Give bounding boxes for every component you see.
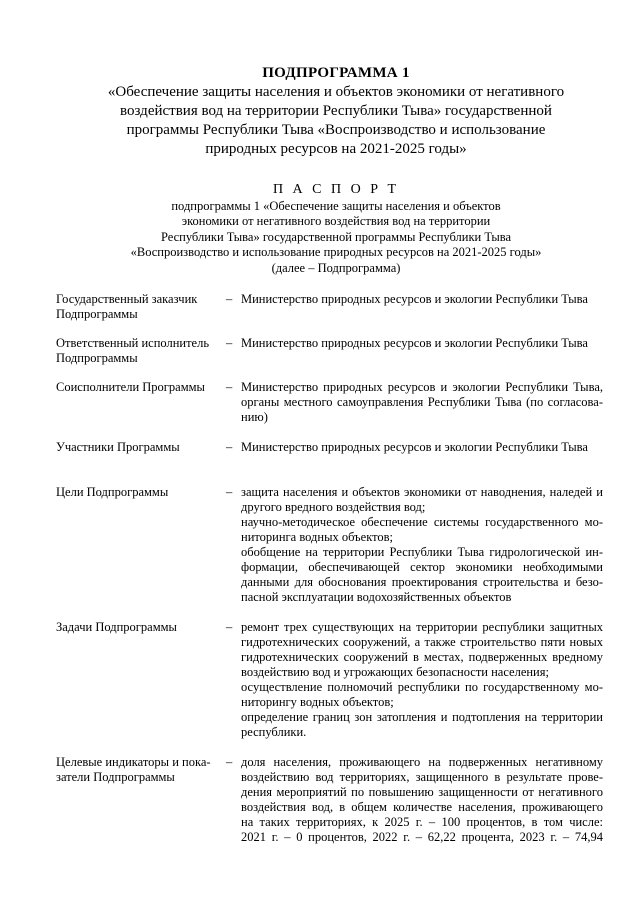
row-label-line: Целевые индикаторы и пока- (56, 755, 211, 769)
row-value (241, 380, 603, 425)
row-value-line: органы местного самоуправления Республики Тыва (по согласова- (241, 395, 603, 409)
row-label-line: затели Подпрограммы (56, 770, 175, 784)
row-value-line: республики. (241, 725, 307, 739)
row-value-line: гидротехнических сооружений в местах, подверженных вредному (241, 650, 603, 664)
row-value-line: формации, обеспечивающей сектор экономики необходимыми (241, 560, 603, 574)
row-dash: – (226, 292, 233, 306)
row-value (241, 292, 603, 307)
row-label-line: Участники Программы (56, 440, 180, 454)
row-label-line: Ответственный исполнитель (56, 336, 210, 350)
row-dash: – (226, 336, 233, 350)
subprogram-title-line: программы Республики Тыва «Воспроизводство и использование (126, 122, 546, 138)
row-value-line: воздействию вод и угрожающих безопасности населения; (241, 665, 549, 679)
row-label-line: Соисполнители Программы (56, 380, 205, 394)
row-value-line: Министерство природных ресурсов и экологии Республики Тыва (241, 336, 588, 350)
row-value-line: ниторинга водных объектов; (241, 530, 394, 544)
row-value (241, 620, 603, 740)
row-value-line: дения мероприятий по повышению защищенности от негативного (241, 785, 603, 799)
passport-header (60, 182, 612, 276)
row-dash: – (226, 380, 233, 394)
row-value-line: пасной эксплуатации водохозяйственных объектов (241, 590, 512, 604)
row-value-line: обобщение на территории Республики Тыва гидрологической ин- (241, 545, 603, 559)
row-value (241, 755, 603, 845)
row-value-line: ремонт трех существующих на территории республики защитных (241, 620, 603, 634)
passport-subtitle-line: подпрограммы 1 «Обеспечение защиты населения и объектов (171, 198, 501, 213)
passport-heading: П А С П О Р Т (272, 182, 400, 197)
row-label (56, 336, 224, 366)
row-label (56, 440, 224, 455)
row-value-line: научно-методическое обеспечение системы государственного мо- (241, 515, 603, 529)
row-value-line: ниторингу водных объектов; (241, 695, 394, 709)
row-value-line: определение границ зон затопления и подтопления на территории (241, 710, 603, 724)
row-label-line: Подпрограммы (56, 351, 138, 365)
row-value-line: на таких территориях, к 2025 г. – 100 процентов, в том числе: (241, 815, 603, 829)
row-label (56, 380, 224, 395)
row-dash: – (226, 485, 233, 499)
row-label (56, 292, 224, 322)
row-value-line: нию) (241, 410, 268, 424)
row-value-line: защита населения и объектов экономики от наводнения, наледей и (241, 485, 603, 499)
row-value-line: Министерство природных ресурсов и экологии Республики Тыва, (241, 380, 603, 394)
row-value-line: гидротехнических сооружений, а также строительство пяти новых (241, 635, 603, 649)
row-value-line: осуществление полномочий республики по государственному мо- (241, 680, 603, 694)
row-label (56, 755, 224, 785)
row-value-line: Министерство природных ресурсов и экологии Республики Тыва (241, 440, 588, 454)
row-value (241, 485, 603, 605)
row-value (241, 336, 603, 351)
row-value-line: Министерство природных ресурсов и экологии Республики Тыва (241, 292, 588, 306)
row-value-line: воздействию вод территориях, защищенного в результате прове- (241, 770, 603, 784)
row-label-line: Цели Подпрограммы (56, 485, 169, 499)
passport-subtitle-line: «Воспроизводство и использование природных ресурсов на 2021-2025 годы» (130, 245, 542, 259)
subprogram-title-line: «Обеспечение защиты населения и объектов экономики от негативного (107, 84, 565, 100)
row-label-line: Задачи Подпрограммы (56, 620, 177, 634)
row-label (56, 620, 224, 635)
subprogram-title (60, 64, 612, 159)
subprogram-heading: ПОДПРОГРАММА 1 (262, 65, 410, 81)
passport-subtitle-line: (далее – Подпрограмма) (271, 260, 401, 275)
subprogram-title-line: природных ресурсов на 2021-2025 годы» (205, 141, 467, 157)
row-dash: – (226, 440, 233, 454)
row-value-line: другого вредного воздействия вод; (241, 500, 426, 514)
row-label-line: Подпрограммы (56, 307, 138, 321)
row-value-line: данными для обоснования проектирования строительства и безо- (241, 575, 603, 589)
subprogram-title-line: воздействия вод на территории Республики Тыва» государственной (120, 103, 552, 119)
row-label (56, 485, 224, 500)
row-dash: – (226, 620, 233, 634)
row-value-line: 2021 г. – 0 процентов, 2022 г. – 62,22 процента, 2023 г. – 74,94 (241, 830, 603, 844)
passport-subtitle-line: Республики Тыва» государственной программы Республики Тыва (160, 229, 512, 244)
passport-subtitle-line: экономики от негативного воздействия вод на территории (181, 214, 491, 228)
row-label-line: Государственный заказчик (56, 292, 198, 306)
row-value-line: воздействия вод, в общем количестве населения, проживающего (241, 800, 603, 814)
row-value-line: доля населения, проживающего на подверженных негативному (241, 755, 603, 769)
row-dash: – (226, 755, 233, 769)
row-value (241, 440, 603, 455)
